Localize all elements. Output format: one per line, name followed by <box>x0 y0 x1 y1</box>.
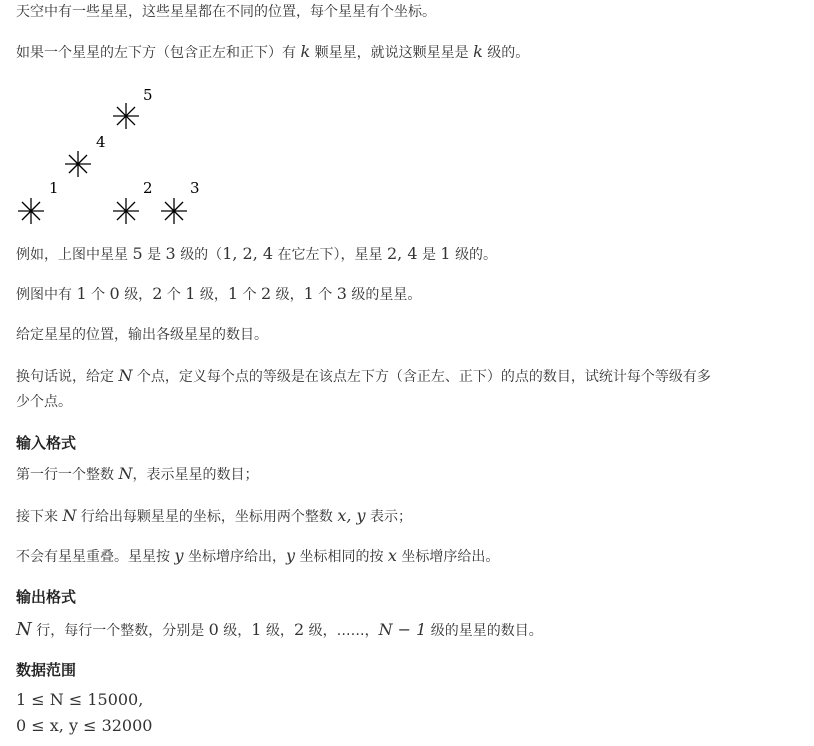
text: 级的。 <box>487 45 530 61</box>
star-2-label: 2 <box>143 179 153 197</box>
math-var-y: y <box>285 546 295 565</box>
task-line-2 <box>16 366 711 387</box>
star-figure <box>0 80 240 240</box>
star-2-icon <box>113 198 139 224</box>
math-var-n: N <box>16 619 32 640</box>
math-expression: N − 1 <box>378 620 427 639</box>
text: ，表示星星的数目； <box>132 467 259 483</box>
math-var-n: N <box>118 366 133 385</box>
example-line-2 <box>16 284 421 305</box>
input-line-3 <box>16 546 499 567</box>
text: 级， <box>124 287 153 303</box>
text: 坐标增序给出， <box>187 549 286 565</box>
text: 行，每行一个整数，分别是 <box>36 623 205 639</box>
text: 个 <box>318 287 333 303</box>
range-line-2 <box>16 716 152 737</box>
math-number: 3 <box>336 284 347 303</box>
text: 级的星星的数目。 <box>430 623 543 639</box>
text: 换句话说，给定 <box>16 369 114 385</box>
text: 级，……， <box>308 623 379 639</box>
math-number: 1 <box>303 284 314 303</box>
text: 个 <box>242 287 257 303</box>
math-number: 1 <box>227 284 239 303</box>
star-4-icon <box>65 151 91 177</box>
math-number: 2 <box>152 284 163 303</box>
text: 个 <box>166 287 181 303</box>
math-number: 2 <box>293 620 305 639</box>
intro-line-1 <box>16 2 436 22</box>
math-number: 0 <box>208 620 219 639</box>
star-3-icon <box>161 198 187 224</box>
task-line-1 <box>16 325 268 345</box>
text: 级的（ <box>180 247 223 263</box>
star-5-icon <box>113 103 139 129</box>
text: 例如，上图中星星 <box>16 247 128 263</box>
math-number: 5 <box>132 244 143 263</box>
text: 少个点。 <box>16 394 72 410</box>
math-var-k: k <box>300 42 311 61</box>
star-5-label: 5 <box>143 86 153 104</box>
math-constraint: 0 ≤ x, y ≤ 32000 <box>16 716 153 735</box>
math-number: 1 <box>76 284 87 303</box>
text: 级的。 <box>455 247 498 263</box>
input-format-heading: 输入格式 <box>16 434 77 452</box>
math-number: 1 <box>440 244 451 263</box>
text: 是 <box>421 247 436 263</box>
math-var-n: N <box>62 506 77 525</box>
text: 是 <box>147 247 162 263</box>
star-1-icon <box>18 198 44 224</box>
text: 行给出每颗星星的坐标，坐标用两个整数 <box>80 509 333 525</box>
text: 接下来 <box>16 509 58 525</box>
data-range-heading: 数据范围 <box>16 661 77 679</box>
text: 级， <box>265 623 294 639</box>
star-3-label: 3 <box>190 179 200 197</box>
math-number: 1, 2, 4 <box>222 244 274 263</box>
text: 个 <box>91 287 106 303</box>
math-var-k: k <box>473 42 483 61</box>
text: 给定星星的位置，输出各级星星的数目。 <box>16 327 268 343</box>
text: 级， <box>199 287 228 303</box>
math-number: 1 <box>251 620 262 639</box>
intro-line-2 <box>16 42 529 63</box>
math-var-x: x <box>387 546 397 565</box>
task-line-3 <box>16 392 72 412</box>
text: 天空中有一些星星，这些星星都在不同的位置，每个星星有个坐标。 <box>16 4 436 20</box>
text: 在它左下），星星 <box>277 247 383 263</box>
range-line-1 <box>16 690 143 711</box>
text: 坐标增序给出。 <box>401 549 500 565</box>
math-constraint: 1 ≤ N ≤ 15000, <box>16 690 144 709</box>
text: 颗星星，就说这颗星星是 <box>314 45 469 61</box>
math-number: 1 <box>185 284 196 303</box>
star-1-label: 1 <box>49 179 59 197</box>
text: 级， <box>275 287 304 303</box>
text: 例图中有 <box>16 287 72 303</box>
math-var-y: y <box>174 546 184 565</box>
math-number: 0 <box>109 284 120 303</box>
text: 个点，定义每个点的等级是在该点左下方（含正左、正下）的点的数目，试统计每个等级有多 <box>136 369 711 385</box>
text: 表示； <box>370 509 413 525</box>
math-number: 2, 4 <box>386 244 418 263</box>
math-var-n: N <box>118 464 133 483</box>
input-line-1 <box>16 464 258 485</box>
input-line-2 <box>16 506 412 527</box>
star-4-label: 4 <box>96 133 106 151</box>
text: 级， <box>223 623 252 639</box>
text: 如果一个星星的左下方（包含正左和正下）有 <box>16 45 296 61</box>
text: 级的星星。 <box>351 287 422 303</box>
math-number: 3 <box>165 244 176 263</box>
text: 不会有星星重叠。星星按 <box>16 549 170 565</box>
math-number: 2 <box>261 284 272 303</box>
example-line-1 <box>16 244 497 265</box>
math-var-xy: x, y <box>337 506 366 525</box>
output-line-1 <box>16 620 543 641</box>
output-format-heading: 输出格式 <box>16 588 77 606</box>
text: 第一行一个整数 <box>16 467 114 483</box>
text: 坐标相同的按 <box>299 549 384 565</box>
